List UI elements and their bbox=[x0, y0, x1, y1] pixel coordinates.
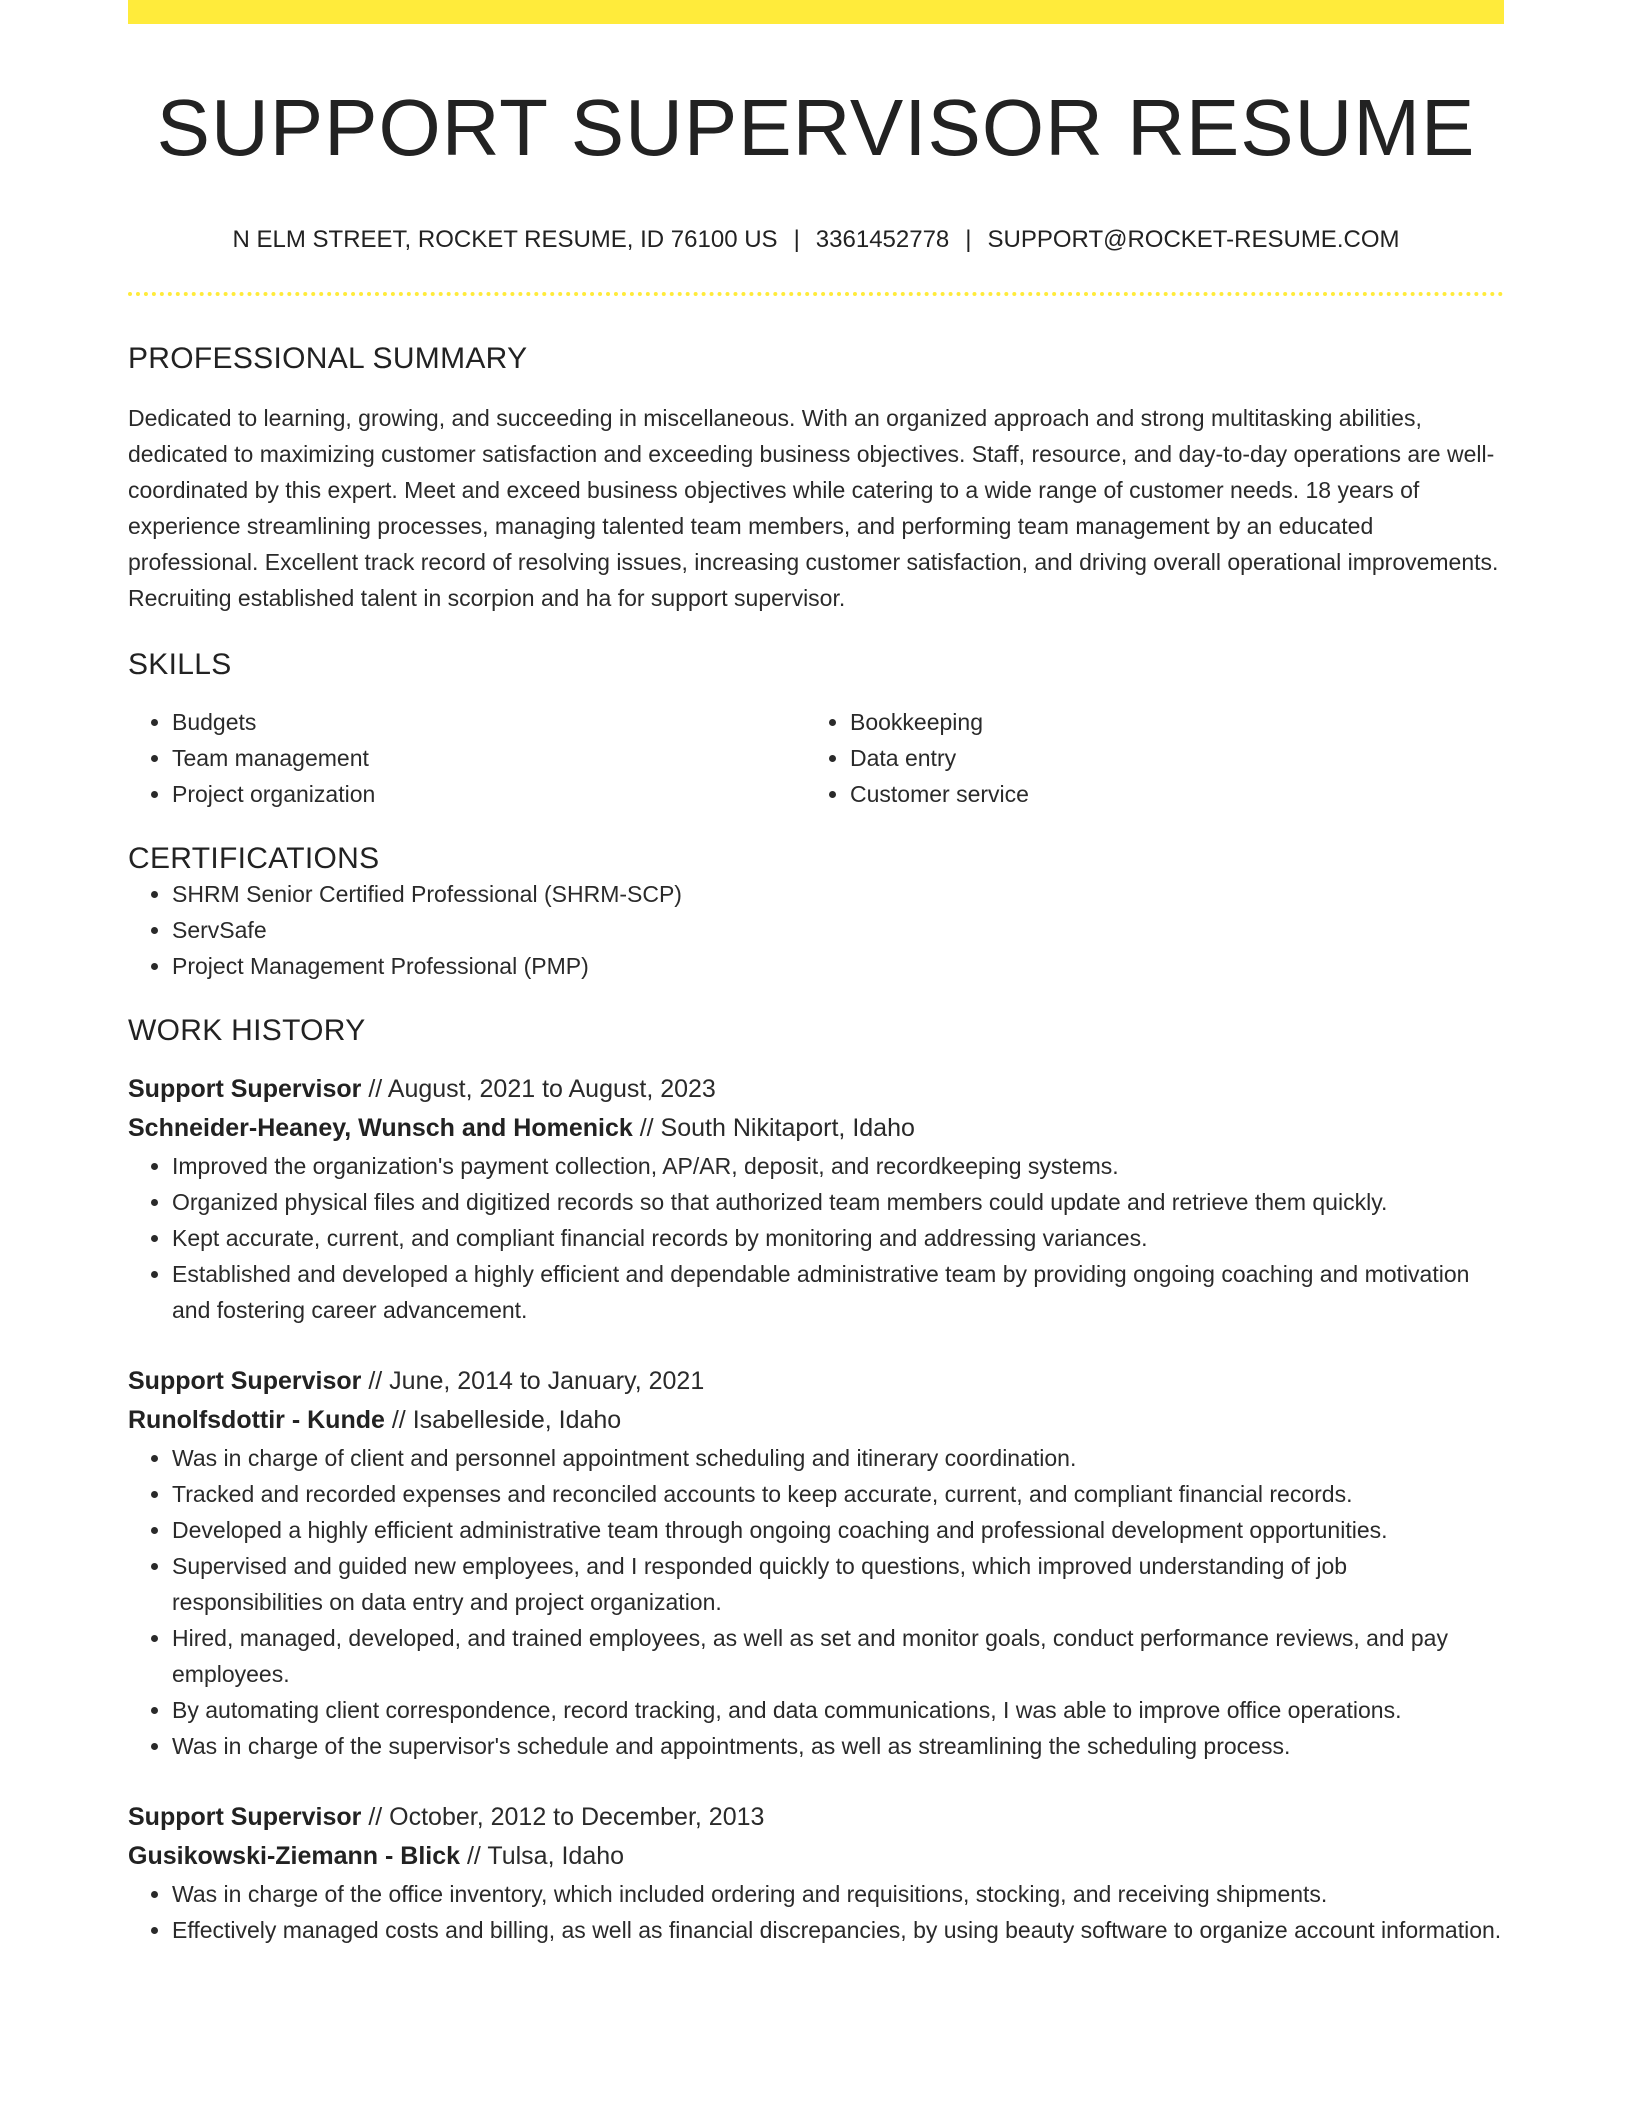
job-title-line bbox=[128, 1798, 1504, 1837]
certification-item: • ServSafe bbox=[172, 912, 1504, 948]
job-location: // Tulsa, Idaho bbox=[466, 1842, 625, 1870]
job-company-line bbox=[128, 1109, 1504, 1148]
certification-item: • Project Management Professional (PMP) bbox=[172, 948, 1504, 984]
skill-item: • Team management bbox=[172, 740, 806, 776]
work-history-heading: WORK HISTORY bbox=[128, 1014, 366, 1047]
job-bullet: • Established and developed a highly efficient and dependable administrative team by providing ongoing coaching and motivation and fostering career advancement. bbox=[172, 1256, 1504, 1328]
job-dates: // June, 2014 to January, 2021 bbox=[368, 1367, 705, 1395]
job-bullet: • Organized physical files and digitized records so that authorized team members could update and retrieve them quickly. bbox=[172, 1184, 1504, 1220]
job-entry bbox=[128, 1798, 1504, 1948]
job-bullet: • Hired, managed, developed, and trained employees, as well as set and monitor goals, conduct performance reviews, and pay employees. bbox=[172, 1620, 1504, 1692]
skill-item: • Customer service bbox=[850, 776, 1484, 812]
contact-separator: | bbox=[965, 226, 972, 253]
job-company: Runolfsdottir - Kunde bbox=[128, 1406, 385, 1434]
job-title: Support Supervisor bbox=[128, 1075, 362, 1103]
certifications-heading: CERTIFICATIONS bbox=[128, 842, 380, 875]
contact-line bbox=[128, 226, 1504, 254]
job-bullet: • Effectively managed costs and billing, as well as financial discrepancies, by using beauty software to organize account information. bbox=[172, 1912, 1504, 1948]
job-title: Support Supervisor bbox=[128, 1803, 362, 1831]
skill-item: • Bookkeeping bbox=[850, 704, 1484, 740]
job-bullet: • Was in charge of the office inventory, which included ordering and requisitions, stocking, and receiving shipments. bbox=[172, 1876, 1504, 1912]
job-bullet: • By automating client correspondence, record tracking, and data communications, I was able to improve office operations. bbox=[172, 1692, 1504, 1728]
skill-item: • Project organization bbox=[172, 776, 806, 812]
job-bullet: • Was in charge of the supervisor's schedule and appointments, as well as streamlining the scheduling process. bbox=[172, 1728, 1504, 1764]
summary-heading: PROFESSIONAL SUMMARY bbox=[128, 342, 528, 375]
resume-page bbox=[128, 0, 1504, 1948]
job-bullet: • Developed a highly efficient administrative team through ongoing coaching and professional development opportunities. bbox=[172, 1512, 1504, 1548]
job-bullets bbox=[128, 1148, 1504, 1328]
job-company: Schneider-Heaney, Wunsch and Homenick bbox=[128, 1114, 633, 1142]
job-bullet: • Was in charge of client and personnel appointment scheduling and itinerary coordination. bbox=[172, 1440, 1504, 1476]
job-location: // Isabelleside, Idaho bbox=[391, 1406, 622, 1434]
certifications-list bbox=[128, 876, 1504, 984]
accent-top-bar bbox=[128, 0, 1504, 24]
skills-list-left bbox=[128, 704, 806, 812]
dotted-divider bbox=[128, 292, 1504, 296]
job-title: Support Supervisor bbox=[128, 1367, 362, 1395]
job-company-line bbox=[128, 1837, 1504, 1876]
job-dates: // October, 2012 to December, 2013 bbox=[368, 1803, 765, 1831]
job-bullet: • Tracked and recorded expenses and reconciled accounts to keep accurate, current, and compliant financial records. bbox=[172, 1476, 1504, 1512]
skills-list-right bbox=[806, 704, 1484, 812]
job-bullet: • Kept accurate, current, and compliant financial records by monitoring and addressing variances. bbox=[172, 1220, 1504, 1256]
contact-phone: 3361452778 bbox=[815, 226, 950, 253]
contact-address: N ELM STREET, ROCKET RESUME, ID 76100 US bbox=[232, 226, 778, 253]
skills-heading: SKILLS bbox=[128, 648, 232, 681]
job-bullet: • Improved the organization's payment collection, AP/AR, deposit, and recordkeeping systems. bbox=[172, 1148, 1504, 1184]
skill-item: • Budgets bbox=[172, 704, 806, 740]
job-company: Gusikowski-Ziemann - Blick bbox=[128, 1842, 461, 1870]
summary-text: Dedicated to learning, growing, and succeeding in miscellaneous. With an organized approach and strong multitasking abilities, dedicated to maximizing customer satisfaction and exceeding business objectives. Staff, resource, and day-to-day operations are well-coordinated by this expert. Meet and exceed business objectives while catering to a wide range of customer needs. 18 years of experience streamlining processes, managing talented team members, and performing team management by an educated professional. Excellent track record of resolving issues, increasing customer satisfaction, and driving overall operational improvements. Recruiting established talent in scorpion and ha for support supervisor. bbox=[128, 405, 1499, 611]
job-bullet: • Supervised and guided new employees, and I responded quickly to questions, which improved understanding of job responsibilities on data entry and project organization. bbox=[172, 1548, 1504, 1620]
certification-item: • SHRM Senior Certified Professional (SHRM-SCP) bbox=[172, 876, 1504, 912]
contact-email: SUPPORT@ROCKET-RESUME.COM bbox=[987, 226, 1400, 253]
skills-grid bbox=[128, 704, 1504, 812]
job-entry bbox=[128, 1362, 1504, 1764]
job-title-line bbox=[128, 1362, 1504, 1401]
contact-separator: | bbox=[793, 226, 800, 253]
job-entry bbox=[128, 1070, 1504, 1328]
skill-item: • Data entry bbox=[850, 740, 1484, 776]
job-location: // South Nikitaport, Idaho bbox=[639, 1114, 915, 1142]
job-company-line bbox=[128, 1401, 1504, 1440]
job-dates: // August, 2021 to August, 2023 bbox=[368, 1075, 716, 1103]
job-title-line bbox=[128, 1070, 1504, 1109]
job-bullets bbox=[128, 1876, 1504, 1948]
job-bullets bbox=[128, 1440, 1504, 1764]
resume-title: SUPPORT SUPERVISOR RESUME bbox=[156, 83, 1476, 172]
